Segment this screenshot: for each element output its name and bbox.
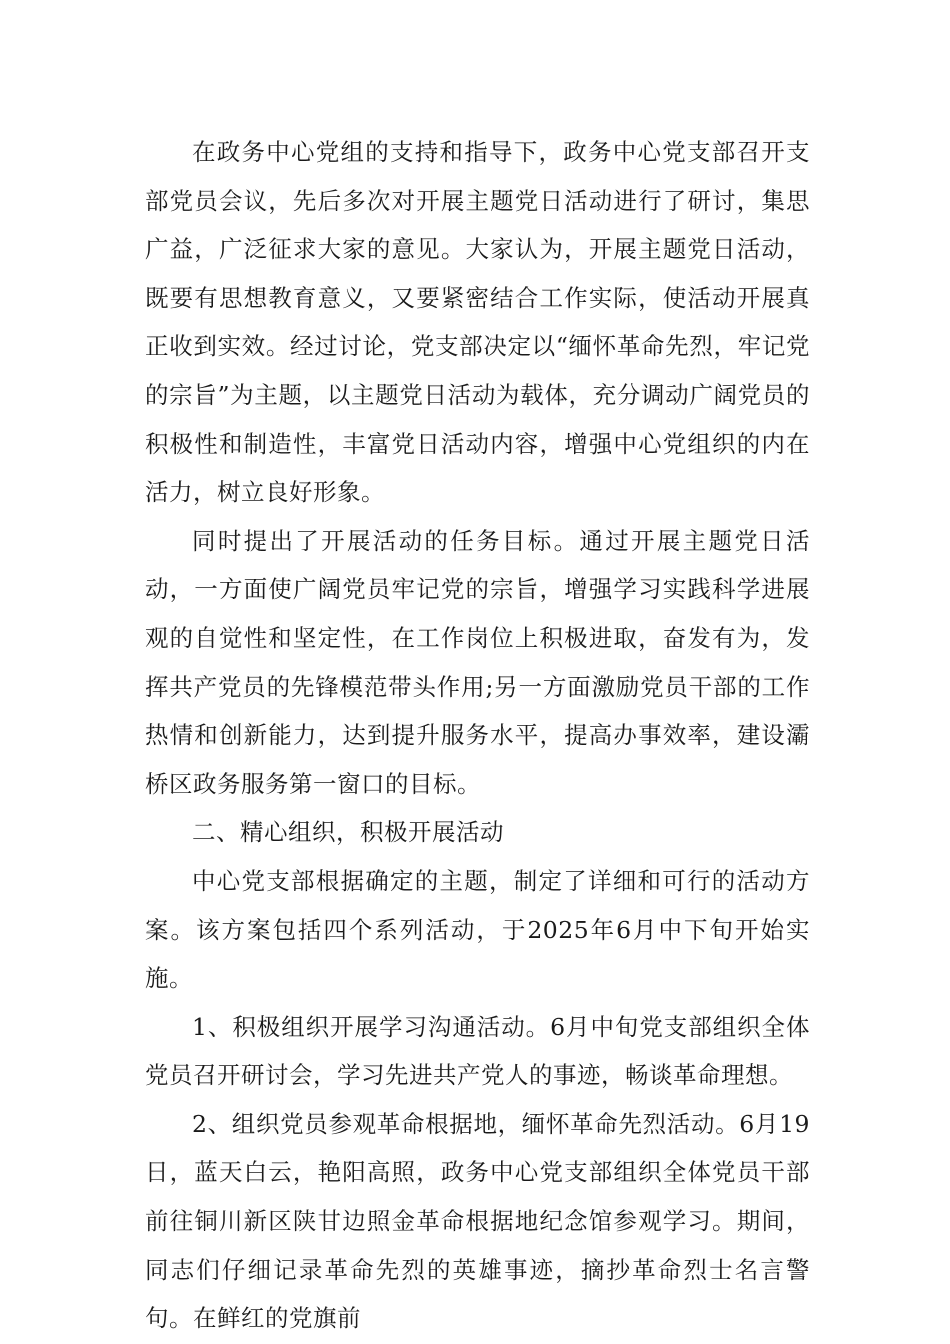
paragraph-activity-plan: 中心党支部根据确定的主题，制定了详细和可行的活动方案。该方案包括四个系列活动，于2025年6月中下旬开始实施。 xyxy=(145,866,810,993)
paragraph-activity-1: 1、积极组织开展学习沟通活动。6月中旬党支部组织全体党员召开研讨会，学习先进共产党人的事迹，畅谈革命理想。 xyxy=(145,1012,810,1090)
document-body xyxy=(145,128,810,1343)
paragraph-theme-decision: 在政务中心党组的支持和指导下，政务中心党支部召开支部党员会议，先后多次对开展主题党日活动进行了研讨，集思广益，广泛征求大家的意见。大家认为，开展主题党日活动，既要有思想教育意义，又要紧密结合工作实际，使活动开展真正收到实效。经过讨论，党支部决定以“缅怀革命先烈，牢记党的宗旨”为主题，以主题党日活动为载体，充分调动广阔党员的积极性和制造性，丰富党日活动内容，增强中心党组织的内在活力，树立良好形象。 xyxy=(145,138,810,507)
section-heading-organize: 二、精心组织，积极开展活动 xyxy=(192,818,504,847)
paragraph-activity-2: 2、组织党员参观革命根据地，缅怀革命先烈活动。6月19日，蓝天白云，艳阳高照，政务中心党支部组织全体党员干部前往铜川新区陕甘边照金革命根据地纪念馆参观学习。期间，同志们仔细记录革命先烈的英雄事迹，摘抄革命烈士名言警句。在鲜红的党旗前 xyxy=(145,1109,810,1333)
paragraph-task-goals: 同时提出了开展活动的任务目标。通过开展主题党日活动，一方面使广阔党员牢记党的宗旨，增强学习实践科学进展观的自觉性和坚定性，在工作岗位上积极进取，奋发有为，发挥共产党员的先锋模范带头作用;另一方面激励党员干部的工作热情和创新能力，达到提升服务水平，提高办事效率，建设灞桥区政务服务第一窗口的目标。 xyxy=(145,526,810,798)
